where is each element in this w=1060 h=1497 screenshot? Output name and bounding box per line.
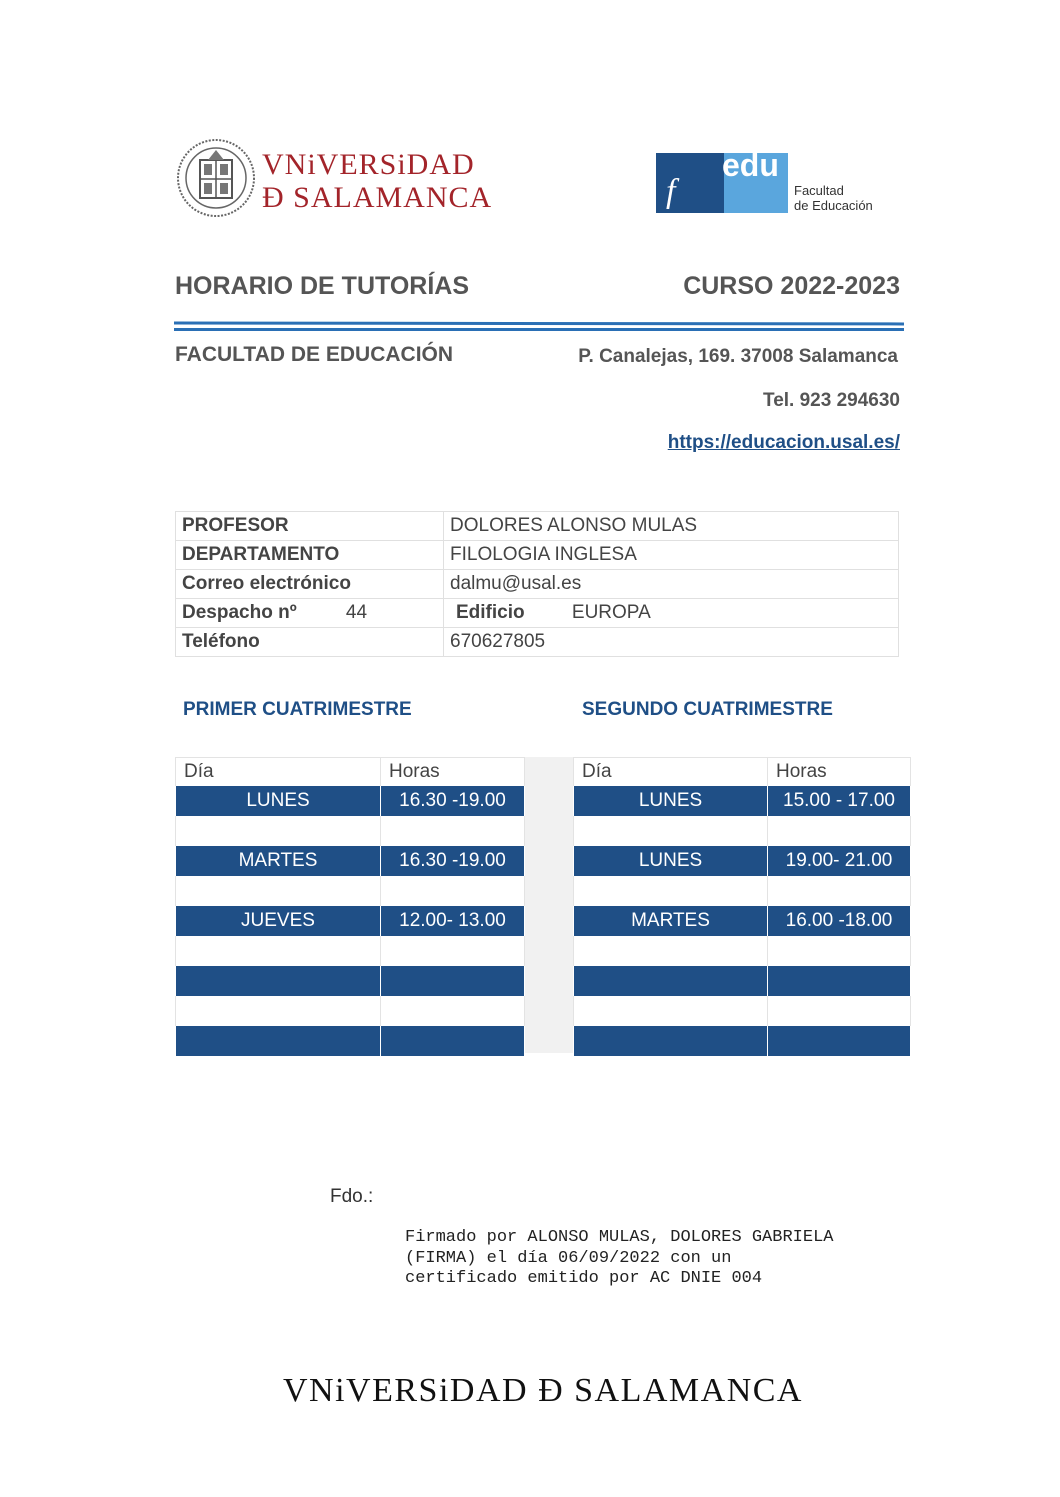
university-logo bbox=[262, 148, 492, 214]
horas-cell: 12.00- 13.00 bbox=[381, 906, 525, 936]
table-header-row bbox=[176, 758, 525, 787]
dia-cell: LUNES bbox=[574, 846, 768, 876]
title-divider-2 bbox=[174, 328, 904, 331]
faculty-logo-text bbox=[794, 183, 873, 213]
edificio-cell bbox=[444, 599, 899, 628]
faculty-logo-symbol: f bbox=[666, 173, 676, 210]
horas-cell bbox=[381, 1026, 525, 1056]
col-dia-header: Día bbox=[574, 758, 768, 787]
table-header-row bbox=[574, 758, 911, 787]
correo-value: dalmu@usal.es bbox=[444, 570, 899, 599]
table-row bbox=[176, 786, 525, 816]
table-row bbox=[574, 846, 911, 876]
departamento-label: DEPARTAMENTO bbox=[176, 541, 444, 570]
dia-cell bbox=[176, 1026, 381, 1056]
table-row bbox=[176, 966, 525, 996]
footer-university-logo: VNiVERSiDAD Ð SALAMANCA bbox=[283, 1372, 803, 1409]
table-row bbox=[176, 1026, 525, 1056]
table-row bbox=[176, 541, 899, 570]
despacho-cell bbox=[176, 599, 444, 628]
table-row bbox=[574, 786, 911, 816]
first-semester-title: PRIMER CUATRIMESTRE bbox=[183, 699, 412, 720]
horas-cell bbox=[768, 1026, 911, 1056]
table-row bbox=[176, 876, 525, 906]
table-row bbox=[176, 906, 525, 936]
table-row bbox=[574, 816, 911, 846]
first-semester-schedule bbox=[175, 757, 525, 1056]
faculty-url-link[interactable]: https://educacion.usal.es/ bbox=[667, 432, 900, 453]
despacho-value: 44 bbox=[345, 602, 368, 623]
table-row bbox=[176, 816, 525, 846]
faculty-phone: Tel. 923 294630 bbox=[763, 390, 900, 411]
edificio-value: EUROPA bbox=[571, 602, 651, 623]
table-row bbox=[574, 966, 911, 996]
profesor-value: DOLORES ALONSO MULAS bbox=[444, 512, 899, 541]
university-logo-line1: VNiVERSiDAD bbox=[262, 148, 475, 181]
col-horas-header: Horas bbox=[381, 758, 525, 787]
table-row bbox=[176, 846, 525, 876]
second-semester-schedule bbox=[573, 757, 911, 1056]
university-seal-icon bbox=[176, 138, 256, 218]
signature-label: Fdo.: bbox=[330, 1186, 374, 1207]
faculty-logo bbox=[656, 147, 906, 215]
schedule-separator bbox=[525, 757, 573, 1053]
professor-info-table bbox=[175, 511, 899, 657]
horas-cell: 19.00- 21.00 bbox=[768, 846, 911, 876]
horas-cell bbox=[381, 966, 525, 996]
table-row bbox=[574, 936, 911, 966]
table-row bbox=[176, 936, 525, 966]
horas-cell bbox=[768, 966, 911, 996]
horas-cell: 16.00 -18.00 bbox=[768, 906, 911, 936]
table-row bbox=[574, 1026, 911, 1056]
table-row bbox=[574, 906, 911, 936]
table-row bbox=[176, 570, 899, 599]
dia-cell: LUNES bbox=[574, 786, 768, 816]
telefono-value: 670627805 bbox=[444, 628, 899, 657]
table-row bbox=[176, 628, 899, 657]
horas-cell: 15.00 - 17.00 bbox=[768, 786, 911, 816]
table-row bbox=[176, 599, 899, 628]
dia-cell: LUNES bbox=[176, 786, 381, 816]
horas-cell: 16.30 -19.00 bbox=[381, 786, 525, 816]
dia-cell bbox=[574, 966, 768, 996]
title-divider bbox=[174, 322, 904, 326]
faculty-logo-text-line1: Facultad bbox=[794, 183, 844, 198]
faculty-name: FACULTAD DE EDUCACIÓN bbox=[175, 343, 454, 366]
university-logo-line2: Ð SALAMANCA bbox=[262, 181, 493, 214]
faculty-logo-word: edu bbox=[722, 147, 779, 183]
dia-cell bbox=[574, 1026, 768, 1056]
edificio-label: Edificio bbox=[456, 602, 525, 623]
dia-cell bbox=[176, 966, 381, 996]
dia-cell: MARTES bbox=[574, 906, 768, 936]
course-year: CURSO 2022-2023 bbox=[683, 272, 900, 300]
horas-cell: 16.30 -19.00 bbox=[381, 846, 525, 876]
col-horas-header: Horas bbox=[768, 758, 911, 787]
profesor-label: PROFESOR bbox=[176, 512, 444, 541]
table-row bbox=[574, 996, 911, 1026]
dia-cell: JUEVES bbox=[176, 906, 381, 936]
dia-cell: MARTES bbox=[176, 846, 381, 876]
table-row bbox=[176, 512, 899, 541]
col-dia-header: Día bbox=[176, 758, 381, 787]
despacho-label: Despacho nº bbox=[182, 602, 297, 623]
telefono-label: Teléfono bbox=[176, 628, 444, 657]
table-row bbox=[574, 876, 911, 906]
faculty-address: P. Canalejas, 169. 37008 Salamanca bbox=[578, 346, 898, 367]
digital-signature-stamp: Firmado por ALONSO MULAS, DOLORES GABRIELA (FIRMA) el día 06/09/2022 con un certificado emitido por AC DNIE 004 bbox=[405, 1228, 834, 1288]
second-semester-title: SEGUNDO CUATRIMESTRE bbox=[582, 699, 833, 720]
departamento-value: FILOLOGIA INGLESA bbox=[444, 541, 899, 570]
page-title: HORARIO DE TUTORÍAS bbox=[175, 272, 469, 300]
table-row bbox=[176, 996, 525, 1026]
correo-label: Correo electrónico bbox=[176, 570, 444, 599]
faculty-logo-text-line2: de Educación bbox=[794, 198, 873, 213]
